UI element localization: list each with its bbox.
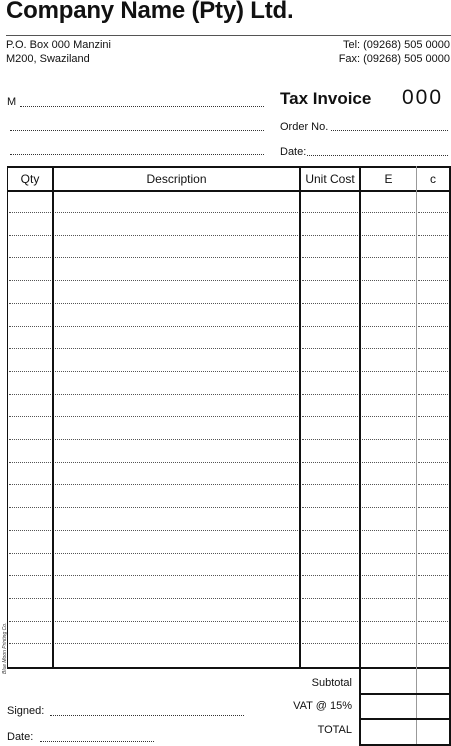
table-row-line — [55, 530, 298, 531]
table-row-line — [418, 575, 448, 576]
column-header-qty: Qty — [20, 172, 40, 186]
invoice-date-label: Date: — [280, 146, 307, 158]
footer-date-field[interactable] — [40, 741, 154, 742]
table-row-line — [9, 530, 51, 531]
table-row-line — [55, 439, 298, 440]
invoice-title: Tax Invoice — [280, 89, 372, 108]
table-row-line — [9, 235, 51, 236]
table-row-line — [302, 598, 358, 599]
table-row-line — [362, 371, 415, 372]
table-row-line — [302, 280, 358, 281]
invoice-number: 000 — [402, 86, 444, 109]
table-row-line — [9, 326, 51, 327]
table-row-line — [362, 303, 415, 304]
table-row-line — [55, 303, 298, 304]
table-row-line — [418, 257, 448, 258]
table-row-line — [362, 394, 415, 395]
table-row-line — [55, 394, 298, 395]
column-header-description: Description — [146, 172, 207, 186]
table-row-line — [302, 575, 358, 576]
table-row-line — [9, 416, 51, 417]
vat-row-border — [359, 718, 451, 720]
table-row-line — [302, 530, 358, 531]
customer-line-3[interactable] — [10, 154, 264, 155]
table-row-line — [362, 416, 415, 417]
table-row-line — [55, 235, 298, 236]
table-row-line — [418, 553, 448, 554]
table-row-line — [418, 303, 448, 304]
table-row-line — [55, 484, 298, 485]
table-row-line — [9, 212, 51, 213]
table-row-line — [418, 507, 448, 508]
table-row-line — [302, 371, 358, 372]
table-row-line — [418, 212, 448, 213]
table-row-line — [302, 416, 358, 417]
customer-line-2[interactable] — [10, 130, 264, 131]
table-row-line — [362, 235, 415, 236]
table-row-line — [362, 348, 415, 349]
table-row-line — [9, 462, 51, 463]
table-row-line — [362, 326, 415, 327]
table-row-line — [9, 371, 51, 372]
table-row-line — [9, 643, 51, 644]
table-row-line — [55, 643, 298, 644]
printer-credit: Blue Moon Printing Co. — [2, 622, 8, 674]
table-row-line — [9, 484, 51, 485]
table-row-line — [418, 530, 448, 531]
table-row-line — [302, 643, 358, 644]
header-divider — [6, 35, 451, 36]
company-name: Company Name (Pty) Ltd. — [6, 0, 294, 24]
table-row-line — [362, 484, 415, 485]
table-row-line — [418, 621, 448, 622]
table-row-line — [9, 575, 51, 576]
table-row-line — [418, 394, 448, 395]
vat-label: VAT @ 15% — [293, 700, 352, 712]
company-contact — [339, 38, 450, 66]
table-row-line — [9, 621, 51, 622]
table-bottom-border — [7, 667, 450, 669]
table-row-line — [302, 439, 358, 440]
table-row-line — [362, 439, 415, 440]
table-row-line — [302, 212, 358, 213]
total-label: TOTAL — [317, 724, 352, 736]
table-row-line — [9, 348, 51, 349]
table-row-line — [55, 371, 298, 372]
table-row-line — [302, 394, 358, 395]
table-row-line — [362, 530, 415, 531]
table-row-line — [362, 621, 415, 622]
company-address — [6, 38, 111, 66]
signature-field[interactable] — [50, 715, 244, 716]
signed-label: Signed: — [7, 705, 45, 717]
table-row-line — [302, 507, 358, 508]
table-row-line — [9, 280, 51, 281]
table-row-line — [302, 553, 358, 554]
table-row-line — [362, 553, 415, 554]
table-row-line — [9, 507, 51, 508]
table-row-line — [362, 257, 415, 258]
table-row-line — [55, 575, 298, 576]
table-row-line — [55, 462, 298, 463]
table-row-line — [55, 348, 298, 349]
subtotal-label: Subtotal — [311, 677, 352, 689]
table-row-line — [362, 462, 415, 463]
table-row-line — [362, 598, 415, 599]
table-row-line — [418, 643, 448, 644]
telephone-number: Tel: (09268) 505 0000 — [342, 39, 450, 51]
table-row-line — [362, 507, 415, 508]
table-row-line — [9, 553, 51, 554]
table-row-line — [418, 439, 448, 440]
subtotal-row-border — [359, 693, 451, 695]
table-row-line — [9, 394, 51, 395]
address-line-1: P.O. Box 000 Manzini — [6, 39, 111, 51]
table-row-line — [362, 280, 415, 281]
table-row-line — [418, 348, 448, 349]
description-column-divider — [299, 166, 301, 668]
table-row-line — [302, 484, 358, 485]
table-row-line — [362, 575, 415, 576]
column-header-unit-cost: Unit Cost — [305, 172, 355, 186]
cents-column-divider — [416, 166, 417, 746]
table-row-line — [362, 643, 415, 644]
qty-column-divider — [52, 166, 54, 668]
unit-cost-column-divider — [359, 166, 361, 746]
table-row-line — [418, 484, 448, 485]
table-row-line — [9, 598, 51, 599]
order-number-field[interactable] — [331, 130, 448, 131]
table-row-line — [418, 371, 448, 372]
table-row-line — [55, 416, 298, 417]
table-row-line — [302, 257, 358, 258]
table-row-line — [302, 235, 358, 236]
footer-date-label: Date: — [7, 731, 34, 743]
table-row-line — [55, 598, 298, 599]
table-row-line — [418, 462, 448, 463]
table-row-line — [55, 257, 298, 258]
table-row-line — [302, 303, 358, 304]
column-header-emalangeni: E — [384, 172, 393, 186]
table-row-line — [418, 598, 448, 599]
address-line-2: M200, Swaziland — [6, 53, 90, 65]
table-row-line — [55, 553, 298, 554]
table-row-line — [55, 507, 298, 508]
table-row-line — [55, 326, 298, 327]
table-row-line — [302, 348, 358, 349]
table-row-line — [418, 416, 448, 417]
table-row-line — [418, 326, 448, 327]
table-row-line — [418, 280, 448, 281]
customer-line-1[interactable] — [20, 106, 264, 107]
invoice-date-field[interactable] — [307, 155, 448, 156]
table-row-line — [362, 212, 415, 213]
order-number-label: Order No. — [280, 121, 329, 133]
table-row-line — [9, 303, 51, 304]
fax-number: Fax: (09268) 505 0000 — [338, 53, 450, 65]
table-row-line — [55, 280, 298, 281]
table-row-line — [9, 257, 51, 258]
table-row-line — [302, 462, 358, 463]
table-row-line — [55, 212, 298, 213]
customer-m-label: M — [7, 96, 17, 108]
table-row-line — [418, 235, 448, 236]
table-row-line — [302, 621, 358, 622]
column-header-cents: c — [430, 172, 436, 186]
table-row-line — [302, 326, 358, 327]
table-row-line — [9, 439, 51, 440]
table-row-line — [55, 621, 298, 622]
